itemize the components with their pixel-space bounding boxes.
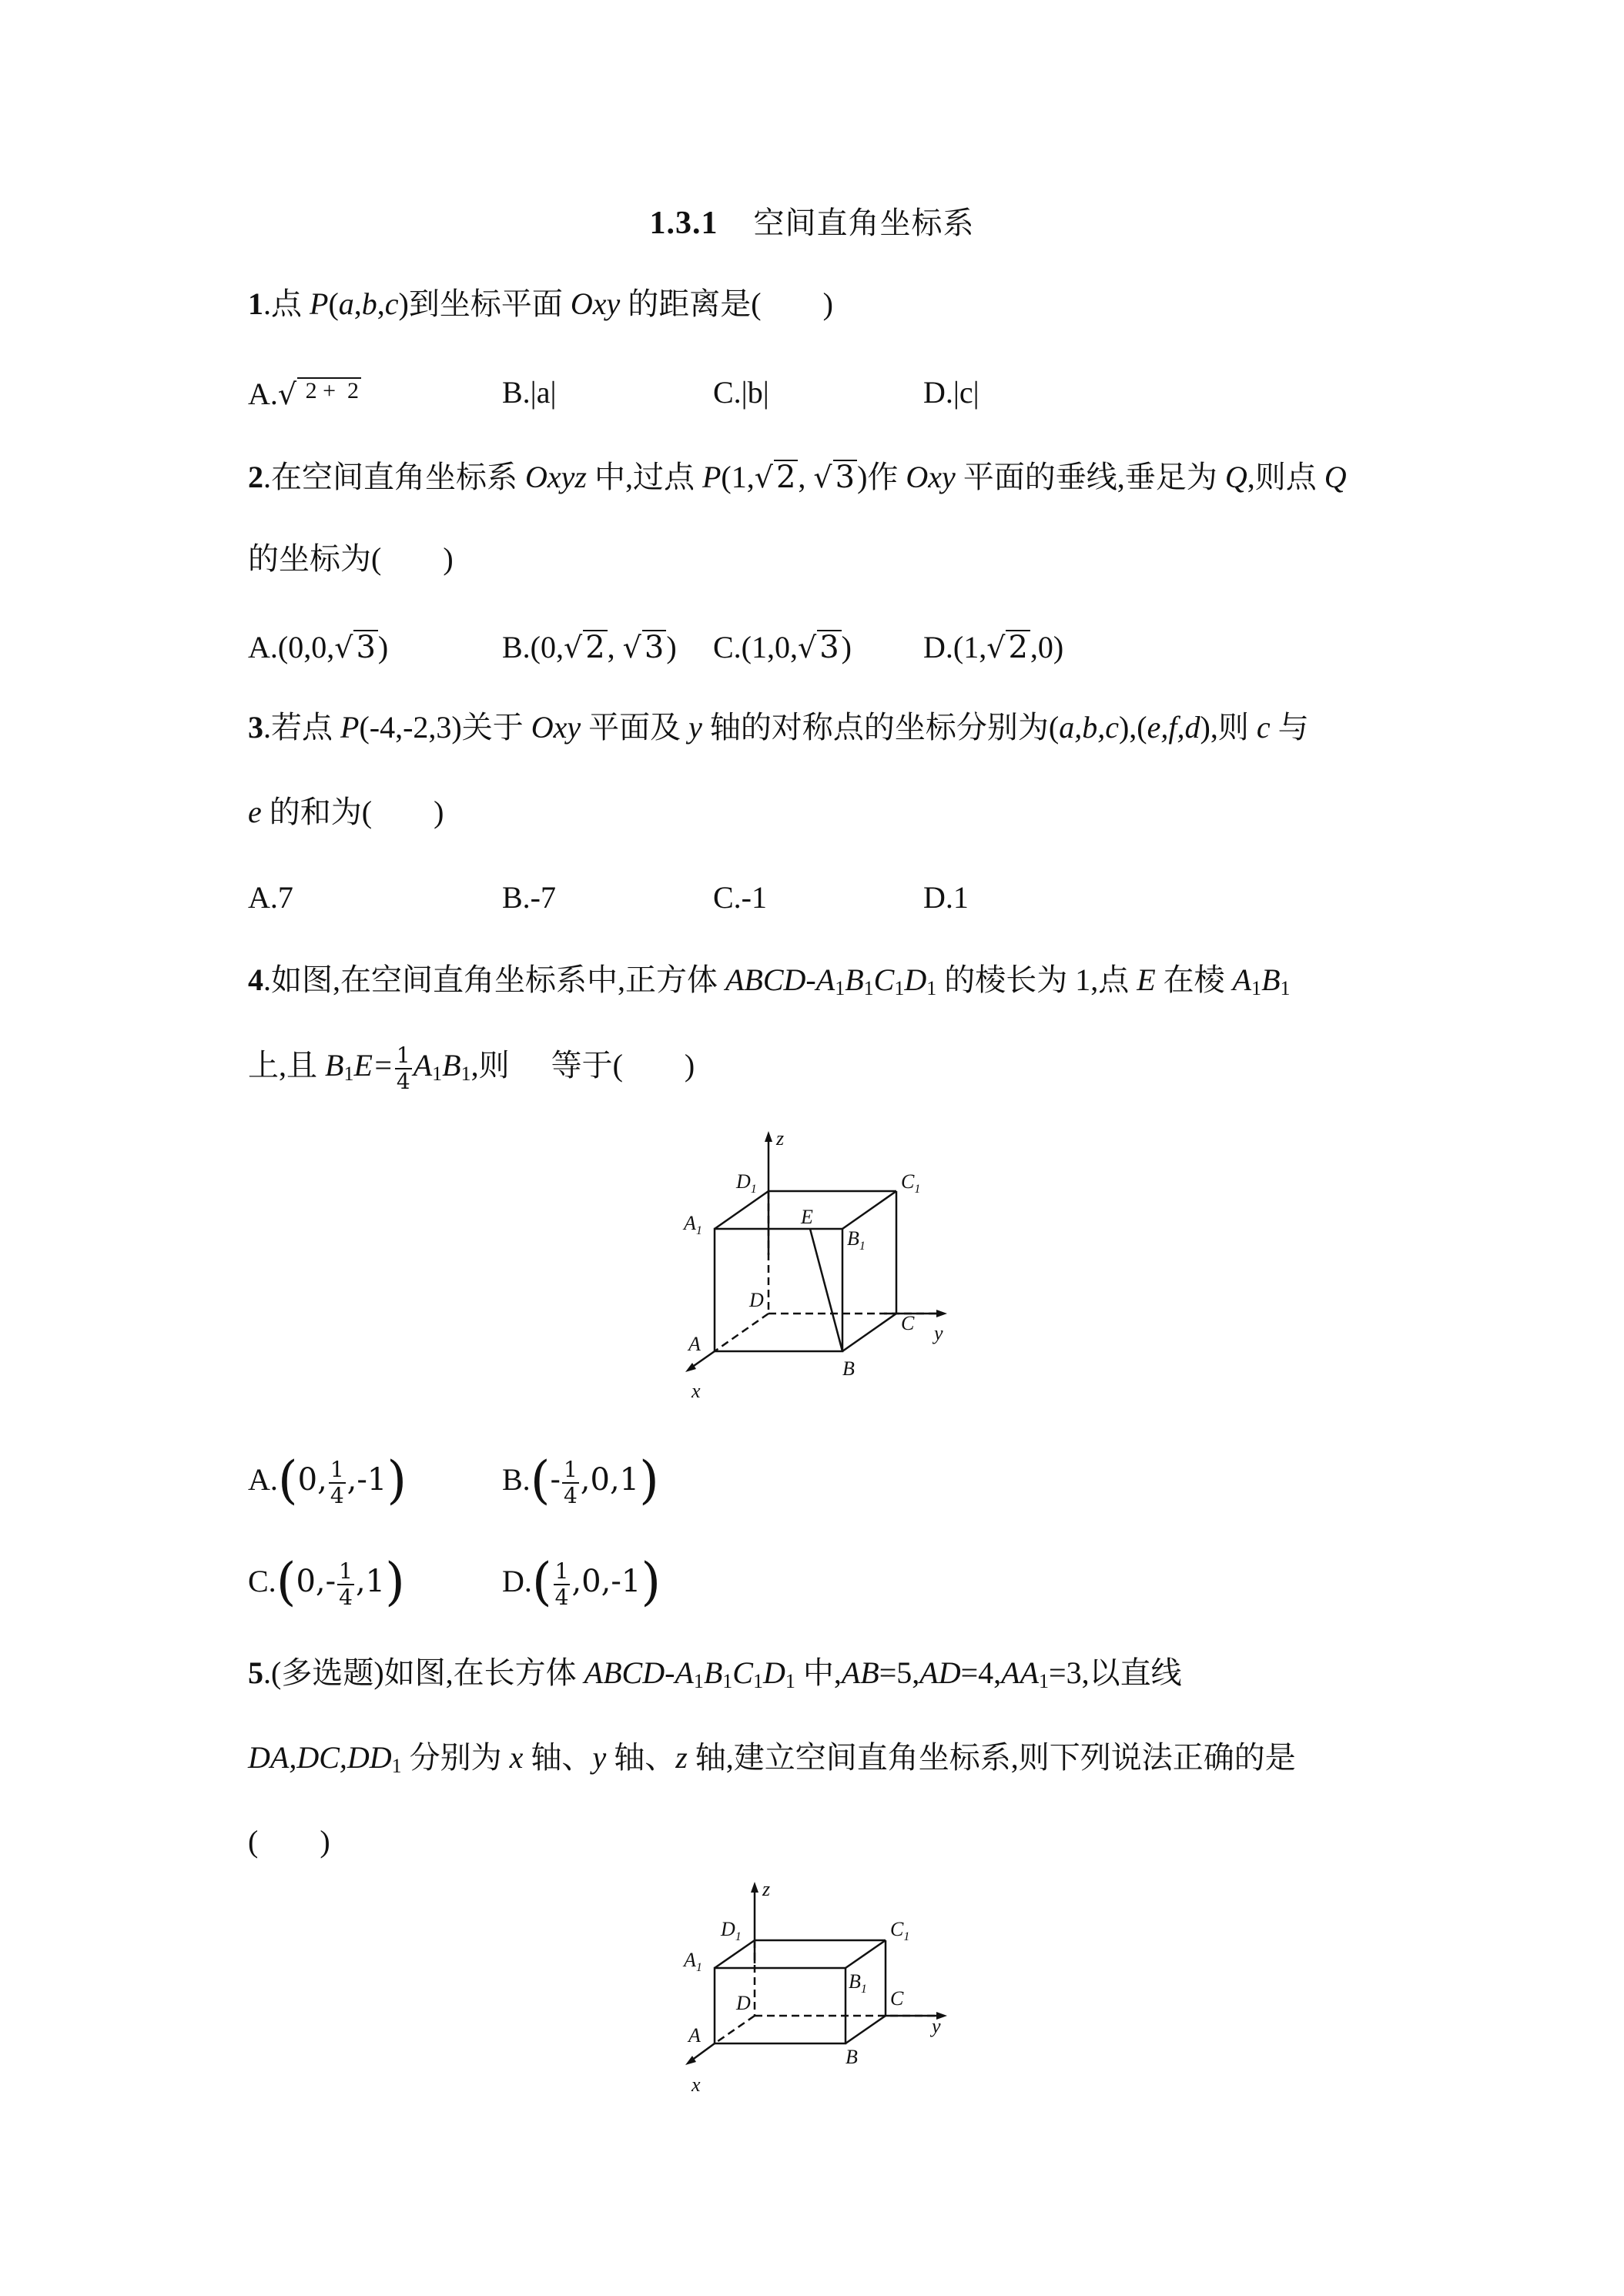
- numerator: 1: [554, 1558, 569, 1584]
- q4-edge: A: [1232, 962, 1252, 997]
- svg-text:C1: $C_1$: [901, 1170, 921, 1196]
- q5-edge: AD: [919, 1655, 961, 1690]
- q4-text: 在棱: [1155, 962, 1233, 997]
- svg-text:A1: $A_1$: [684, 1949, 702, 1974]
- option-label: C.(1,0,: [713, 630, 798, 664]
- svg-text:x: x: [691, 2073, 701, 2096]
- question-4: [248, 962, 1291, 999]
- sqrt-expression: √ 2: [986, 630, 1030, 664]
- radicand: 2: [1006, 630, 1030, 664]
- sqrt-expression: √ 2: [755, 460, 799, 494]
- radicand: 2: [774, 460, 798, 494]
- denominator: 4: [396, 1069, 410, 1094]
- radicand: 3: [817, 630, 841, 664]
- option-label: C.: [248, 1564, 276, 1598]
- q5-text: 中,: [795, 1655, 842, 1690]
- q5-cuboid: ABCD-A: [584, 1655, 694, 1690]
- option-text: 0,-: [296, 1564, 337, 1599]
- q5-text: =5,: [879, 1655, 920, 1690]
- sqrt-expression: √ 3: [798, 630, 842, 664]
- svg-text:E: E: [801, 1206, 813, 1228]
- q5-text: =3,以直线: [1049, 1655, 1182, 1690]
- svg-text:C1: $C_1$: [890, 1918, 910, 1943]
- svg-text:z: z: [776, 1128, 785, 1150]
- q1-text: 的距离是( ): [620, 286, 833, 321]
- q2-text: 平面的垂线,垂足为: [955, 460, 1225, 494]
- option-text: ): [841, 630, 852, 664]
- q2-foot: Q: [1324, 460, 1347, 494]
- q5-text: 轴、: [523, 1740, 593, 1775]
- option-text: ,0,-1: [571, 1564, 641, 1599]
- sqrt-expression: √ 3: [334, 630, 378, 664]
- q3-text: 的和为( ): [261, 795, 444, 829]
- question-5-line-3: ( ): [248, 1824, 330, 1859]
- q1-option-c: C.|b|: [713, 375, 769, 410]
- q1-option-d: D.|c|: [923, 375, 979, 410]
- denominator: 4: [330, 1482, 344, 1508]
- svg-text:A: A: [688, 1333, 701, 1355]
- fraction: [329, 1456, 346, 1508]
- subscript: 1: [693, 1670, 704, 1692]
- section-title: [0, 199, 1624, 243]
- q4-text: E=: [353, 1048, 393, 1083]
- svg-text:B: B: [842, 1357, 855, 1380]
- subscript: 1: [1039, 1670, 1050, 1692]
- q5-text: =4,: [960, 1655, 1002, 1690]
- svg-text:A: A: [688, 2024, 701, 2047]
- subscript: 1: [1251, 977, 1262, 999]
- q2-text: ,则点: [1247, 460, 1324, 494]
- q2-plane: Oxy: [906, 460, 956, 494]
- fraction: [554, 1558, 571, 1610]
- q3-text: 与: [1270, 710, 1309, 745]
- q4-point: B: [325, 1048, 344, 1083]
- section-name: 空间直角坐标系: [753, 206, 975, 241]
- q4-point: B: [442, 1048, 461, 1083]
- question-number: 2: [248, 460, 263, 494]
- numerator: 1: [330, 1456, 344, 1482]
- denominator: 4: [339, 1584, 353, 1610]
- numerator: 1: [339, 1558, 353, 1584]
- question-2-line-2: 的坐标为( ): [248, 541, 454, 576]
- q4-text: .如图,在空间直角坐标系中,正方体: [263, 962, 725, 997]
- q4-option-a: A.(0, $\frac{1}{4}$ ,-1): [248, 1451, 407, 1510]
- option-label: D.: [502, 1564, 532, 1598]
- q1-option-b: B.|a|: [502, 375, 557, 410]
- q4-text: 等于( ): [543, 1048, 695, 1083]
- q5-axis: y: [592, 1740, 607, 1775]
- q1-plane: Oxy: [570, 286, 621, 321]
- option-text: ,0,1: [580, 1462, 640, 1498]
- svg-text:z: z: [762, 1879, 771, 1900]
- fraction: [395, 1045, 412, 1093]
- q4-edge: B: [1261, 962, 1281, 997]
- subscript: 1: [835, 977, 845, 999]
- sqrt-expression: √ 3: [623, 630, 667, 664]
- q5-text: 轴、: [606, 1740, 676, 1775]
- question-4-line-2: [248, 1045, 695, 1093]
- option-label: B.: [502, 1462, 531, 1497]
- svg-text:B1: $B_1$: [849, 1970, 867, 1996]
- q3-text: 平面及: [581, 710, 689, 745]
- q2-text: (1,: [721, 460, 755, 494]
- q4-option-d: D.( $\frac{1}{4}$ ,0,-1): [502, 1552, 661, 1612]
- sqrt-expression: √ 2 + 2: [278, 377, 361, 410]
- q3-text: 轴的对称点的坐标分别为(: [702, 710, 1060, 745]
- q4-cube: C: [873, 962, 895, 997]
- q2-option-d: [923, 630, 1063, 664]
- subscript: 1: [343, 1063, 354, 1086]
- question-number: 3: [248, 710, 263, 745]
- q4-point: E: [1137, 962, 1156, 997]
- q2-foot: Q: [1224, 460, 1247, 494]
- subscript: 1: [752, 1670, 763, 1692]
- sqrt-expression: √ 2: [564, 630, 608, 664]
- radicand: 3: [353, 630, 377, 664]
- numerator: 1: [563, 1456, 578, 1482]
- radicand: 3: [833, 460, 857, 494]
- svg-text:B1: $B_1$: [847, 1227, 866, 1253]
- q5-edge: AB: [841, 1655, 879, 1690]
- svg-text:D: D: [749, 1289, 764, 1311]
- subscript: 1: [722, 1670, 733, 1692]
- q4-text: 上,且: [248, 1048, 325, 1083]
- q4-option-c: C.(0,- $\frac{1}{4}$ ,1): [248, 1552, 405, 1612]
- q2-comma: ,: [798, 460, 806, 494]
- q2-system: Oxyz: [525, 460, 587, 494]
- q3-var: c: [1256, 710, 1271, 745]
- svg-text:D1: $D_1$: [721, 1918, 742, 1943]
- section-number: 1.3.1: [649, 206, 718, 241]
- denominator: 4: [563, 1482, 578, 1508]
- radicand: 2 + 2: [297, 377, 361, 403]
- question-3-line-2: [248, 797, 444, 828]
- q3-plane: Oxy: [531, 710, 581, 745]
- question-number: 4: [248, 962, 263, 997]
- fraction: [337, 1558, 354, 1610]
- svg-text:y: y: [932, 2015, 941, 2037]
- svg-text:y: y: [934, 1322, 943, 1344]
- q5-cuboid: C: [732, 1655, 753, 1690]
- q1-paren: ): [398, 286, 409, 321]
- q2-option-b: [502, 630, 677, 664]
- q2-text: )作: [857, 460, 906, 494]
- option-text: ,0): [1030, 630, 1064, 664]
- subscript: 1: [926, 977, 937, 999]
- sqrt-expression: √ 3: [813, 460, 857, 494]
- subscript: 1: [460, 1063, 471, 1086]
- subscript: 1: [1280, 977, 1291, 999]
- option-label: A.(0,0,: [248, 630, 335, 664]
- q3-var: e: [248, 795, 262, 829]
- option-text: ): [666, 630, 677, 664]
- q3-axis: y: [688, 710, 702, 745]
- q3-option-c: C.-1: [713, 880, 767, 915]
- q3-text: ),则: [1200, 710, 1257, 745]
- q3-text: .若点: [263, 710, 340, 745]
- option-label: A.: [248, 377, 278, 411]
- q5-lines: DA,DC,DD: [248, 1740, 392, 1775]
- option-text: ,-1: [347, 1462, 387, 1498]
- subscript: 1: [785, 1670, 795, 1692]
- denominator: 4: [554, 1584, 569, 1610]
- radicand: 2: [583, 630, 607, 664]
- q3-option-a: A.7: [248, 880, 293, 915]
- subscript: 1: [894, 977, 905, 999]
- q5-edge: AA: [1001, 1655, 1040, 1690]
- q1-paren: (: [328, 286, 339, 321]
- q4-cube: B: [845, 962, 864, 997]
- q1-a: a: [338, 286, 354, 321]
- option-text: -: [550, 1462, 561, 1498]
- q3-coords: a,b,c: [1059, 710, 1119, 745]
- q3-text: ),(: [1118, 710, 1147, 745]
- q4-text: ,则: [470, 1048, 517, 1083]
- question-5: [248, 1655, 1182, 1692]
- q5-text: 轴,建立空间直角坐标系,则下列说法正确的是: [687, 1740, 1296, 1775]
- radicand: 3: [642, 630, 666, 664]
- q2-option-a: [248, 630, 388, 664]
- q4-text: 的棱长为 1,点: [936, 962, 1137, 997]
- numerator: 1: [396, 1043, 410, 1068]
- option-text: ): [377, 630, 389, 664]
- q4-option-b: B.(- $\frac{1}{4}$ ,0,1): [502, 1451, 659, 1510]
- option-label: D.(1,: [923, 630, 987, 664]
- q3-text: (-4,-2,3)关于: [359, 710, 531, 745]
- subscript: 1: [391, 1755, 402, 1777]
- svg-text:A1: $A_1$: [684, 1212, 702, 1237]
- question-5-line-2: [248, 1740, 1296, 1777]
- q5-text: 分别为: [401, 1740, 510, 1775]
- option-label: B.(0,: [502, 630, 564, 664]
- q5-axis: z: [675, 1740, 688, 1775]
- option-text: 0,: [297, 1462, 327, 1498]
- svg-text:D1: $D_1$: [736, 1170, 757, 1196]
- q2-text: .在空间直角坐标系: [263, 460, 525, 494]
- option-text: ,: [607, 630, 615, 664]
- question-1: 1.点 P(a,b,c)到坐标平面 Oxy 的距离是( ): [248, 286, 833, 321]
- question-number: 5: [248, 1655, 263, 1690]
- q1-option-a: [248, 377, 361, 410]
- q3-point: P: [340, 710, 360, 745]
- subscript: 1: [432, 1063, 443, 1086]
- svg-text:C: C: [901, 1312, 915, 1334]
- svg-text:x: x: [691, 1380, 701, 1402]
- q4-cube: D: [904, 962, 927, 997]
- q5-axis: x: [509, 1740, 524, 1775]
- q2-text: 中,过点: [586, 460, 702, 494]
- question-3: [248, 712, 1309, 743]
- cuboid-figure: [678, 1879, 955, 2110]
- q3-coords: e,f,d: [1147, 710, 1200, 745]
- svg-text:B: B: [845, 2046, 858, 2068]
- q5-cuboid: B: [703, 1655, 723, 1690]
- question-number: 1: [248, 286, 263, 321]
- fraction: [562, 1456, 579, 1508]
- q2-option-c: [713, 630, 852, 664]
- svg-text:D: D: [736, 1992, 751, 2014]
- q5-cuboid: D: [762, 1655, 785, 1690]
- q3-option-b: B.-7: [502, 880, 556, 915]
- q1-c: c: [384, 286, 399, 321]
- q5-text: .(多选题)如图,在长方体: [263, 1655, 584, 1690]
- q1-point: P: [310, 286, 329, 321]
- q1-b: b: [361, 286, 377, 321]
- option-text: ,1: [355, 1564, 386, 1599]
- question-2: [248, 460, 1347, 494]
- option-label: A.: [248, 1462, 278, 1497]
- q4-point: A: [413, 1048, 433, 1083]
- q3-option-d: D.1: [923, 880, 969, 915]
- svg-text:C: C: [890, 1987, 904, 2010]
- q4-cube: ABCD-A: [725, 962, 835, 997]
- q1-text: 到坐标平面: [408, 286, 571, 321]
- subscript: 1: [863, 977, 874, 999]
- cube-figure: [678, 1128, 955, 1417]
- q2-point: P: [702, 460, 722, 494]
- q1-text: .点: [263, 286, 310, 321]
